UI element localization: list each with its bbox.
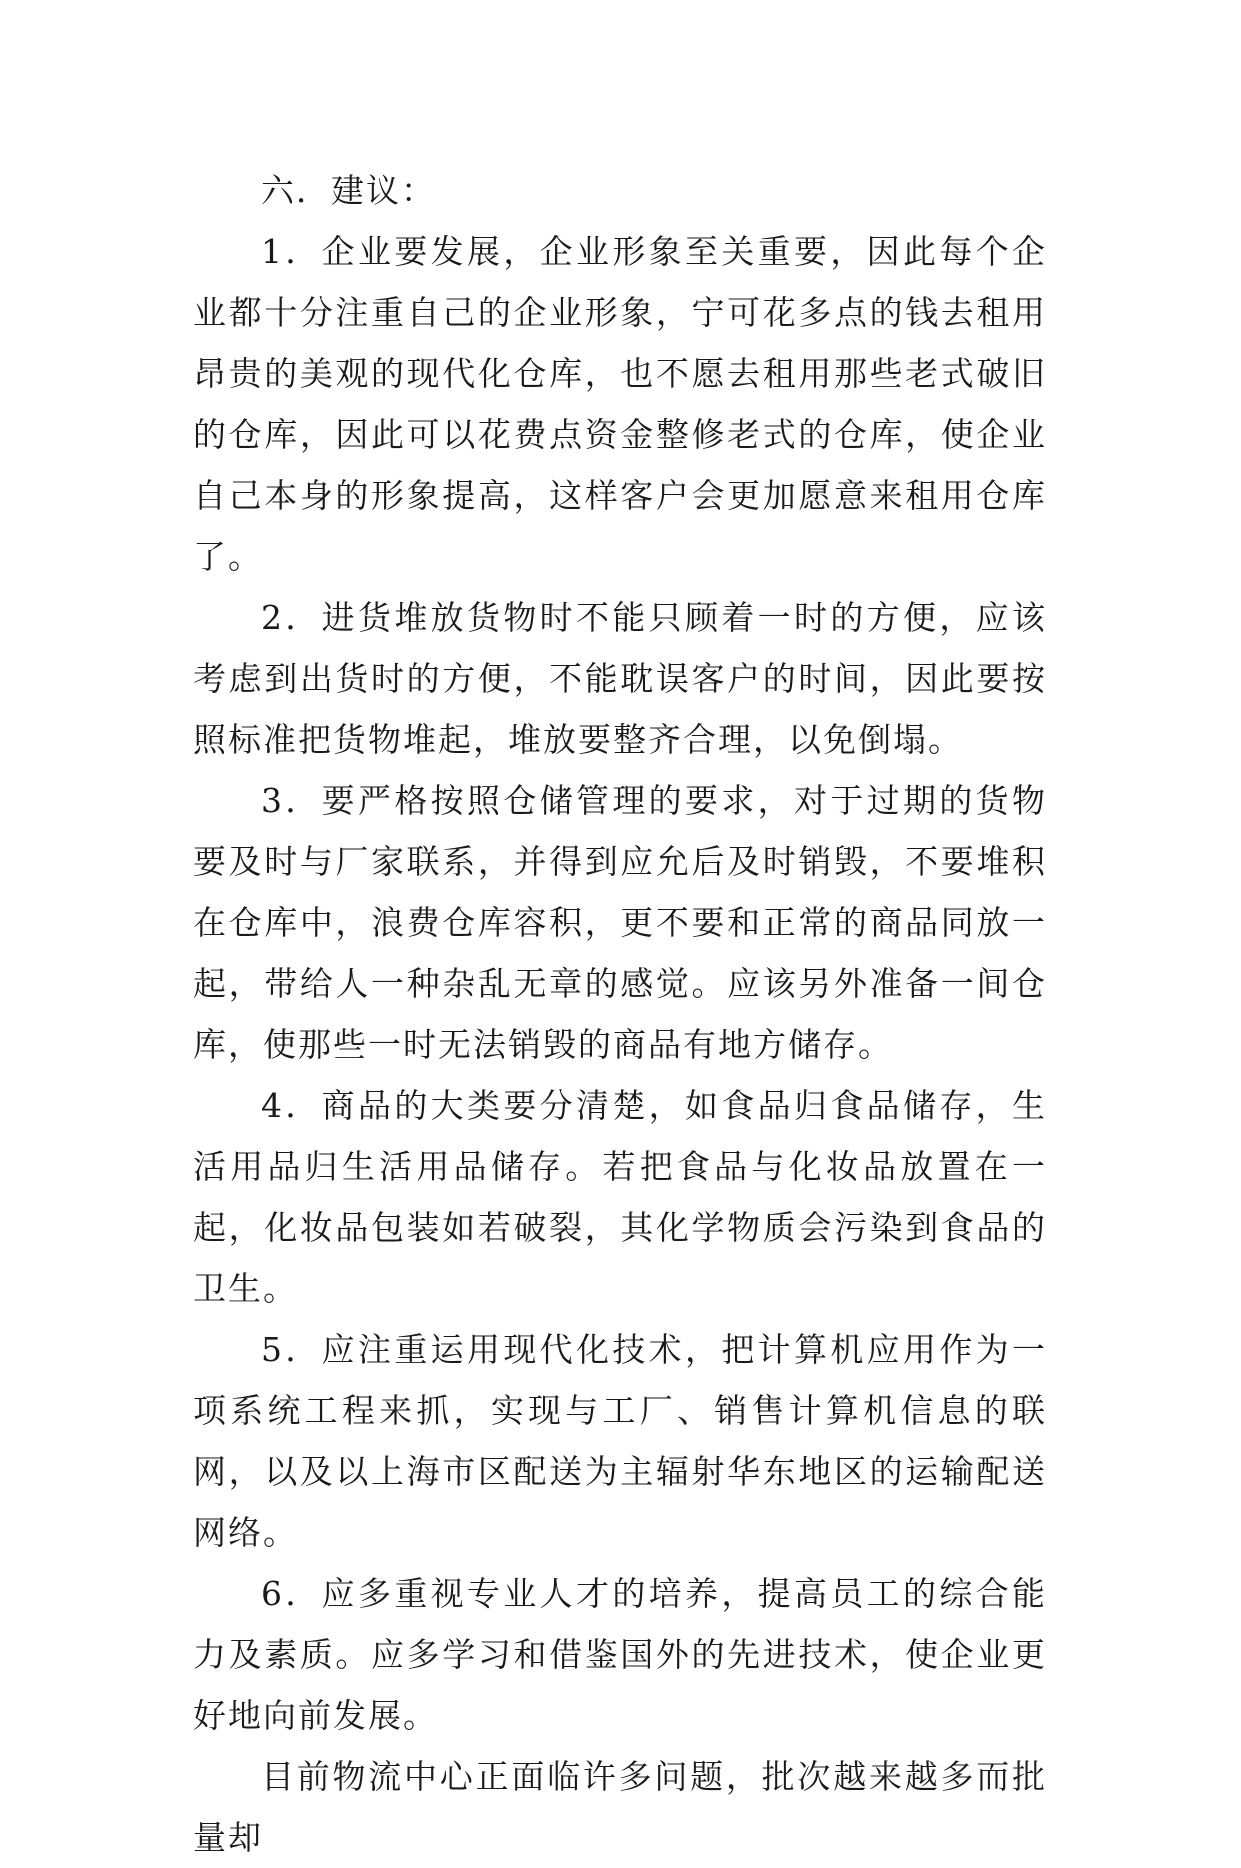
- suggestion-paragraph-6: 6．应多重视专业人才的培养，提高员工的综合能力及素质。应多学习和借鉴国外的先进技术，使企业更好地向前发展。: [193, 1574, 1047, 1735]
- suggestion-paragraph-3: 3．要严格按照仓储管理的要求，对于过期的货物要及时与厂家联系，并得到应允后及时销毁，不要堆积在仓库中，浪费仓库容积，更不要和正常的商品同放一起，带给人一种杂乱无章的感觉。应该另外准备一间仓库，使那些一时无法销毁的商品有地方储存。: [193, 781, 1047, 1064]
- suggestion-paragraph-4: 4．商品的大类要分清楚，如食品归食品储存，生活用品归生活用品储存。若把食品与化妆品放置在一起，化妆品包装如若破裂，其化学物质会污染到食品的卫生。: [193, 1086, 1047, 1308]
- suggestion-paragraph-5: 5．应注重运用现代化技术，把计算机应用作为一项系统工程来抓，实现与工厂、销售计算机信息的联网，以及以上海市区配送为主辐射华东地区的运输配送网络。: [193, 1330, 1047, 1552]
- section-heading: 六．建议：: [261, 171, 436, 210]
- suggestion-paragraph-2: 2．进货堆放货物时不能只顾着一时的方便，应该考虑到出货时的方便，不能耽误客户的时间，因此要按照标准把货物堆起，堆放要整齐合理，以免倒塌。: [193, 598, 1047, 759]
- suggestion-paragraph-1: 1．企业要发展，企业形象至关重要，因此每个企业都十分注重自己的企业形象，宁可花多点的钱去租用昂贵的美观的现代化仓库，也不愿去租用那些老式破旧的仓库，因此可以花费点资金整修老式的仓库，使企业自己本身的形象提高，这样客户会更加愿意来租用仓库了。: [193, 232, 1047, 576]
- closing-paragraph: 目前物流中心正面临许多问题，批次越来越多而批量却: [193, 1757, 1047, 1857]
- document-body: [193, 160, 1047, 1868]
